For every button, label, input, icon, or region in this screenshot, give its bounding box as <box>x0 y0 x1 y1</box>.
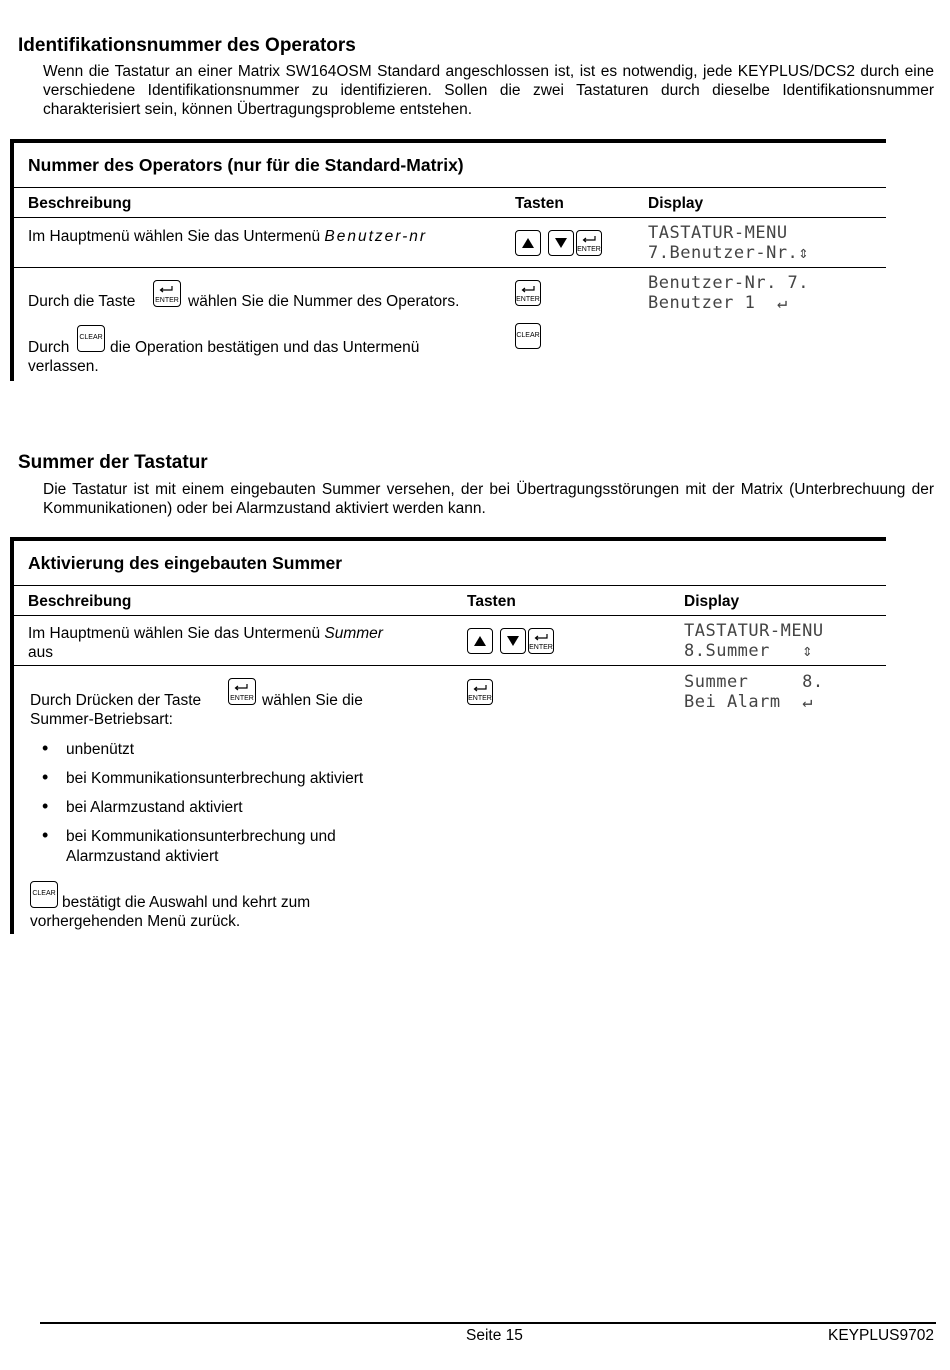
footer-rule <box>40 1322 936 1324</box>
section-heading-buzzer: Summer der Tastatur <box>18 452 208 473</box>
divider <box>14 615 886 616</box>
table-buzzer-activation: Aktivierung des eingebauten Summer Beschreibung Tasten Display Im Hauptmenü wählen Sie das Untermenü Summer aus ENTER TASTATUR-MENU 8.Summer ⇕ Durch Drücken der Taste ENTER wählen Sie die Summer-Betriebsart: • unbenützt • bei Kommunikationsunterbrechung aktiviert • bei Alarmzustand aktiviert • bei Kommunikationsunterbrechung und Alarmzustand aktiviert CLEAR bestätigt die Auswahl und kehrt zum vorhergehenden Menü zurück. ENTER Summer 8. Bei Alarm ↵ <box>10 537 886 934</box>
up-arrow-icon <box>474 636 486 646</box>
enter-key-label: ENTER <box>230 695 254 702</box>
table-left-border <box>10 537 14 934</box>
description-text: Durch Drücken der Taste <box>30 692 202 709</box>
table-left-border <box>10 139 14 381</box>
column-header-keys: Tasten <box>515 195 564 212</box>
table-title: Nummer des Operators (nur für die Standard-Matrix) <box>28 155 464 175</box>
description-text: Im Hauptmenü wählen Sie das Untermenü <box>28 228 325 245</box>
clear-key-label: CLEAR <box>32 890 56 897</box>
table-title: Aktivierung des eingebauten Summer <box>28 553 343 573</box>
section-paragraph-buzzer: Die Tastatur ist mit einem eingebauten Summer versehen, der bei Übertragungsstörungen mit der Matrix (Unterbrechuung der Kommunikationen) oder bei Alarmzustand aktiviert werden kann. <box>43 481 934 517</box>
enter-key <box>515 280 541 306</box>
submenu-name: Benutzer-nr <box>324 228 428 245</box>
clear-key-inline <box>30 881 58 908</box>
description-text: Durch die Taste <box>28 293 136 310</box>
table-top-border <box>13 537 886 541</box>
down-arrow-key <box>548 230 574 256</box>
up-arrow-icon <box>522 238 534 248</box>
document-id: KEYPLUS9702 <box>828 1327 934 1344</box>
clear-key-label: CLEAR <box>79 334 103 341</box>
section-paragraph-operator-id: Wenn die Tastatur an einer Matrix SW164OSM Standard angeschlossen ist, ist es notwendig, jede KEYPLUS/DCS2 durch eine verschiedene Identifikationsnummer zu identifizieren. Sollen die zwei Tastaturen durch dieselbe Identifikationsnummer charakterisiert sein, können Übertragungsprobleme entstehen. <box>43 63 934 118</box>
column-header-description: Beschreibung <box>28 195 132 212</box>
divider <box>14 187 886 188</box>
enter-key-inline <box>228 678 256 705</box>
enter-arrow-icon <box>234 684 248 692</box>
lcd-line-1: Benutzer-Nr. 7. <box>648 273 810 293</box>
page-number: Seite 15 <box>466 1327 523 1344</box>
section-heading-operator-id: Identifikationsnummer des Operators <box>18 35 356 56</box>
enter-key-label: ENTER <box>155 297 179 304</box>
description-text: verlassen. <box>28 358 99 375</box>
clear-key-label: CLEAR <box>516 332 540 339</box>
row-description <box>28 227 427 246</box>
row-description-enter <box>28 292 135 311</box>
enter-key-label: ENTER <box>529 644 553 651</box>
lcd-line-2: 7.Benutzer-Nr.⇕ <box>648 243 810 263</box>
lcd-line-2: Benutzer 1 ↵ <box>648 293 788 313</box>
description-text: wählen Sie die <box>262 692 363 709</box>
enter-arrow-icon <box>521 286 535 294</box>
down-arrow-icon <box>507 636 519 646</box>
description-text: Durch <box>28 339 70 356</box>
divider <box>14 267 886 268</box>
description-text: vorhergehenden Menü zurück. <box>30 913 241 930</box>
enter-arrow-icon <box>582 236 596 244</box>
divider <box>14 217 886 218</box>
enter-arrow-icon <box>159 286 173 294</box>
down-arrow-key <box>500 628 526 654</box>
lcd-line-1: TASTATUR-MENU <box>648 223 788 243</box>
up-arrow-key <box>515 230 541 256</box>
up-arrow-key <box>467 628 493 654</box>
submenu-name: Summer <box>324 625 383 642</box>
lcd-line-2: 8.Summer ⇕ <box>684 641 813 661</box>
enter-key <box>467 679 493 705</box>
lcd-line-2: Bei Alarm ↵ <box>684 692 813 712</box>
enter-arrow-icon <box>534 634 548 642</box>
lcd-line-1: TASTATUR-MENU <box>684 621 824 641</box>
column-header-display: Display <box>684 593 740 610</box>
enter-key-label: ENTER <box>468 695 492 702</box>
description-text: aus <box>28 644 53 661</box>
lcd-line-1: Summer 8. <box>684 672 824 692</box>
enter-key <box>528 628 554 654</box>
column-header-keys: Tasten <box>467 593 516 610</box>
divider <box>14 665 886 666</box>
row-description <box>28 624 383 643</box>
table-top-border <box>13 139 886 143</box>
column-header-description: Beschreibung <box>28 593 132 610</box>
divider <box>14 585 886 586</box>
clear-key <box>515 323 541 349</box>
description-text: bestätigt die Auswahl und kehrt zum <box>62 894 311 911</box>
description-text: wählen Sie die Nummer des Operators. <box>188 293 460 310</box>
description-text: Summer-Betriebsart: <box>30 711 173 728</box>
table-operator-number <box>10 139 886 381</box>
description-text: Im Hauptmenü wählen Sie das Untermenü <box>28 625 325 642</box>
enter-key-label: ENTER <box>577 246 601 253</box>
enter-key <box>576 230 602 256</box>
column-header-display: Display <box>648 195 704 212</box>
enter-key-label: ENTER <box>516 296 540 303</box>
enter-arrow-icon <box>473 685 487 693</box>
down-arrow-icon <box>555 238 567 248</box>
list-item-continuation: Alarmzustand aktiviert <box>66 848 219 865</box>
enter-key-inline <box>153 280 181 307</box>
clear-key-inline <box>77 325 105 352</box>
description-text: die Operation bestätigen und das Untermenü <box>110 339 420 356</box>
